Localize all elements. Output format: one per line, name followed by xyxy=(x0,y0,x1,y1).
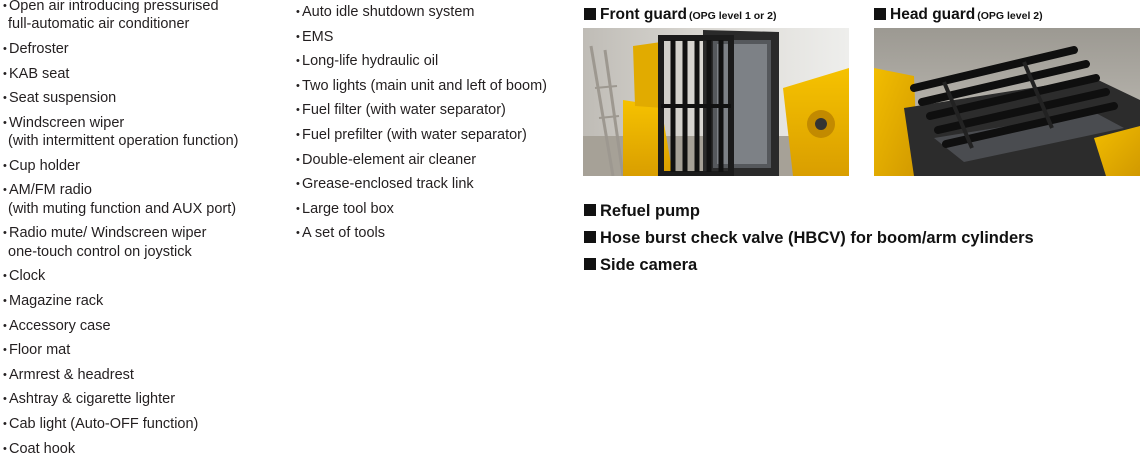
list-item: • Armrest & headrest xyxy=(3,366,283,384)
list-item: • KAB seat xyxy=(3,65,283,83)
list-item: • Windscreen wiper (with intermittent operation function) xyxy=(3,114,283,151)
front-guard-illustration xyxy=(583,28,849,176)
option-refuel-pump: Refuel pump xyxy=(584,202,700,221)
list-item: • Clock xyxy=(3,267,283,285)
square-bullet-icon xyxy=(584,231,596,243)
cab-equipment-list xyxy=(3,0,283,464)
list-item: • Defroster xyxy=(3,40,283,58)
list-item: • Cup holder xyxy=(3,157,283,175)
list-item: • Double-element air cleaner xyxy=(296,151,586,169)
list-item: • Seat suspension xyxy=(3,89,283,107)
list-item: • Radio mute/ Windscreen wiper one-touch control on joystick xyxy=(3,224,283,261)
list-item: • Grease-enclosed track link xyxy=(296,175,586,193)
front-guard-photo xyxy=(583,28,849,176)
list-item: • Two lights (main unit and left of boom) xyxy=(296,77,586,95)
list-item: • Fuel filter (with water separator) xyxy=(296,101,586,119)
head-guard-illustration xyxy=(874,28,1140,176)
list-item: • Accessory case xyxy=(3,317,283,335)
list-item: • Floor mat xyxy=(3,341,283,359)
square-bullet-icon xyxy=(584,204,596,216)
list-item: • Magazine rack xyxy=(3,292,283,310)
list-item: • Large tool box xyxy=(296,200,586,218)
square-bullet-icon xyxy=(584,8,596,20)
list-item: • Fuel prefilter (with water separator) xyxy=(296,126,586,144)
list-item: • AM/FM radio (with muting function and AUX port) xyxy=(3,181,283,218)
list-item: • Ashtray & cigarette lighter xyxy=(3,390,283,408)
list-item: • Auto idle shutdown system xyxy=(296,3,586,21)
machine-equipment-list xyxy=(296,3,586,249)
front-guard-title: Front guard (OPG level 1 or 2) xyxy=(584,6,777,24)
list-item: • Coat hook xyxy=(3,440,283,458)
head-guard-photo xyxy=(874,28,1140,176)
list-item: • Open air introducing pressurised full-automatic air conditioner xyxy=(3,0,283,34)
list-item: • Long-life hydraulic oil xyxy=(296,52,586,70)
list-item: • Cab light (Auto-OFF function) xyxy=(3,415,283,433)
square-bullet-icon xyxy=(874,8,886,20)
list-item: • A set of tools xyxy=(296,224,586,242)
option-side-camera: Side camera xyxy=(584,256,697,275)
head-guard-title: Head guard (OPG level 2) xyxy=(874,6,1043,24)
option-hose-burst-check-valve: Hose burst check valve (HBCV) for boom/arm cylinders xyxy=(584,229,1034,248)
list-item: • EMS xyxy=(296,28,586,46)
square-bullet-icon xyxy=(584,258,596,270)
